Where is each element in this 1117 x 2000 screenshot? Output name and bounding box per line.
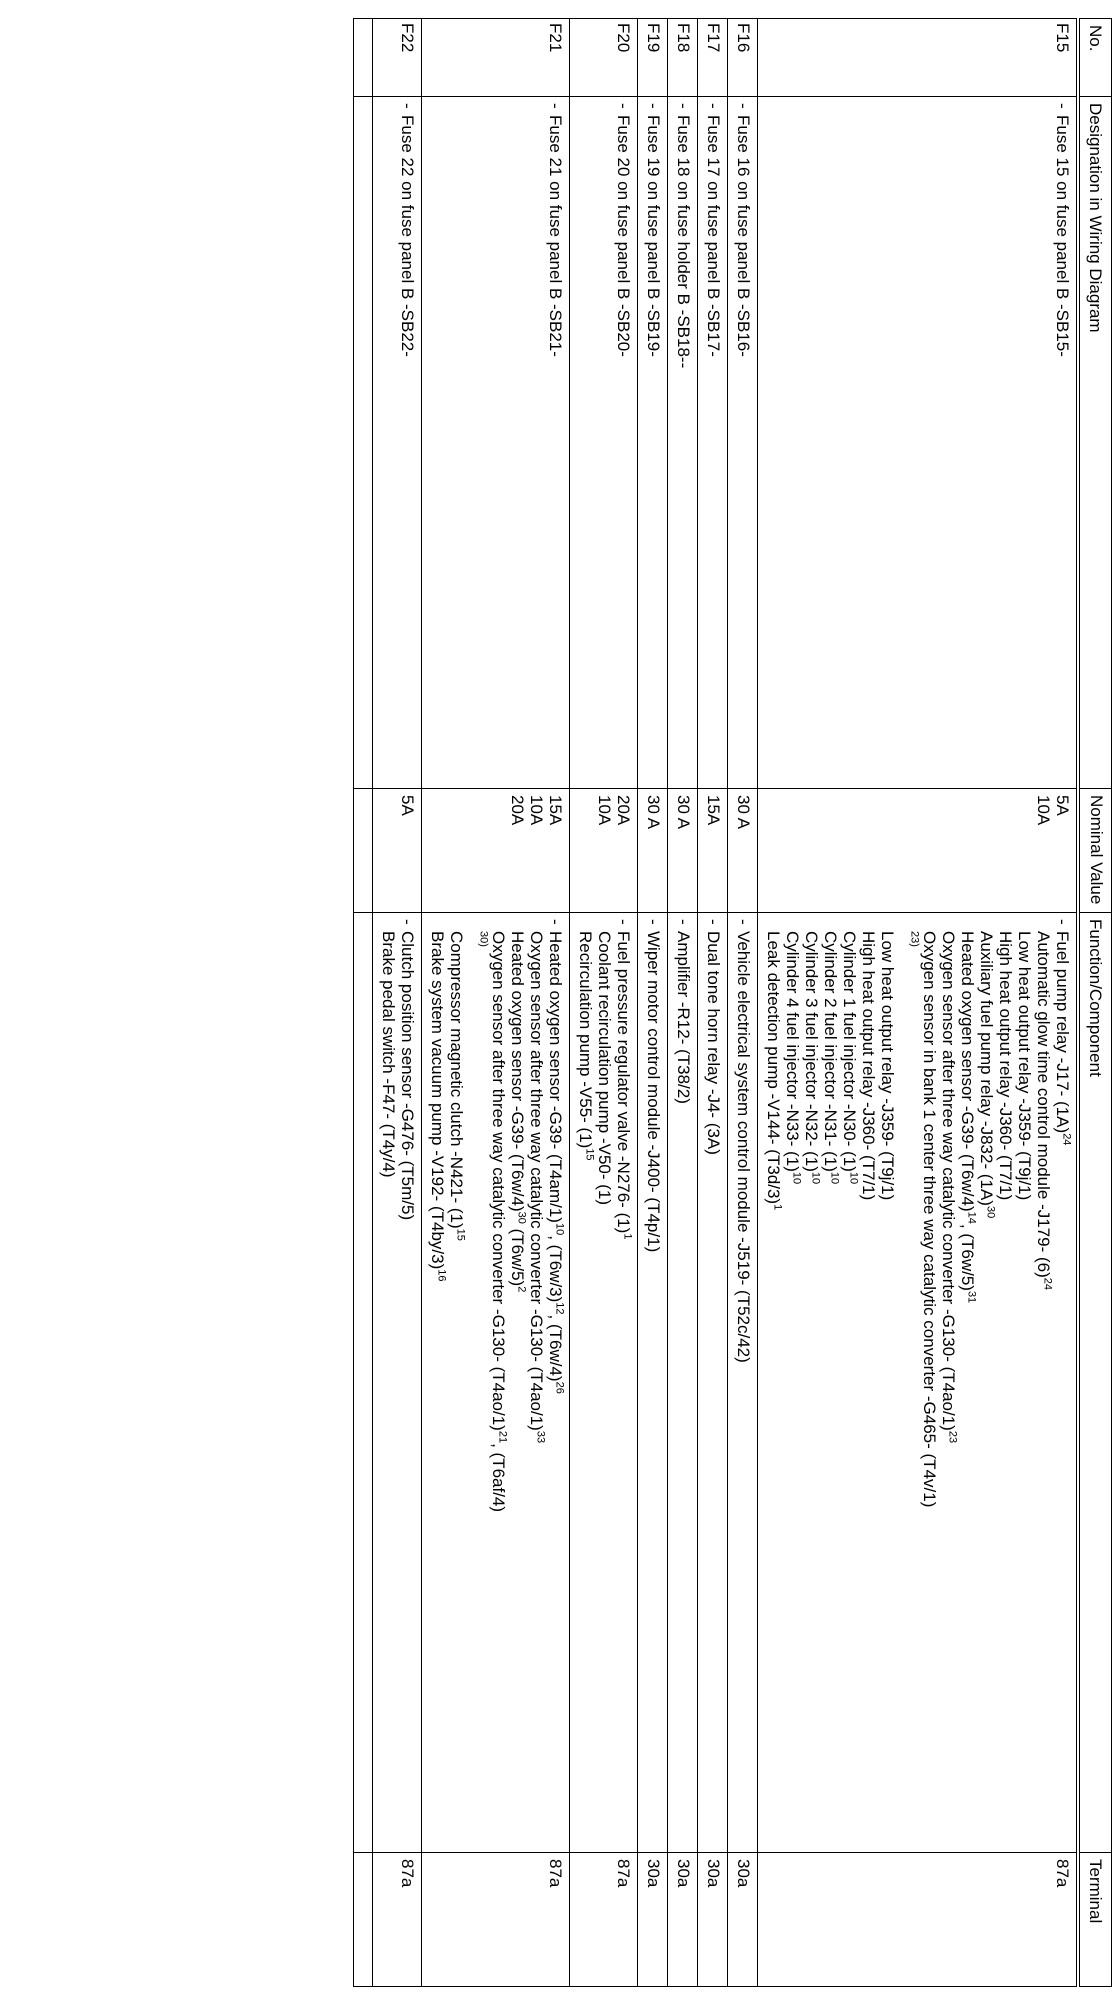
function-line: [447, 919, 466, 1846]
footnote-ref: 10: [809, 1171, 822, 1185]
footnote-ref: 1: [621, 1233, 634, 1240]
designation-cell: [422, 97, 570, 789]
function-text: Heated oxygen sensor -G39- (T6w/4): [508, 931, 527, 1212]
terminal-cell: [638, 1853, 668, 1987]
footnote-ref: 23): [908, 931, 921, 947]
function-text: High heat output relay -J360- (T7/1): [996, 931, 1015, 1201]
function-text: Cylinder 4 fuel injector -N33- (1): [783, 931, 802, 1172]
fuse-number-cell: [570, 19, 638, 97]
fuse-number: F22: [398, 23, 417, 53]
fuse-number-cell: [422, 19, 570, 97]
function-text: Auxiliary fuel pump relay -J832- (1A): [977, 931, 996, 1206]
terminal-cell: [698, 1853, 728, 1987]
function-line: [821, 919, 840, 1846]
fuse-number-cell: [758, 19, 1079, 97]
function-text: Low heat output relay -J359- (T9j/1): [878, 931, 897, 1201]
function-text: Automatic glow time control module -J179- (6): [1034, 931, 1053, 1278]
footnote-ref: 15: [454, 1228, 467, 1241]
footnote-ref: 10: [553, 1222, 566, 1236]
function-line: [546, 919, 565, 1846]
nominal-value: 30 A: [644, 795, 663, 830]
dash-marker: -: [704, 103, 723, 109]
designation-text: Fuse 17 on fuse panel B -SB17-: [704, 115, 723, 357]
designation-text: Fuse 18 on fuse holder B -SB18--: [674, 115, 693, 369]
line-gap: [897, 919, 901, 1846]
fuse-number: F16: [734, 23, 753, 53]
dash-marker: -: [398, 103, 417, 109]
nominal-value-cell: [668, 789, 698, 913]
terminal-cell: [758, 1853, 1079, 1987]
terminal-value: 30a: [644, 1859, 663, 1888]
function-line: [1053, 919, 1072, 1846]
function-text: Dual tone horn relay -J4- (3A): [704, 931, 723, 1155]
nominal-value: 5A: [398, 795, 417, 816]
dash-marker: -: [398, 919, 417, 925]
table-row: [728, 19, 758, 1987]
function-text: Cylinder 3 fuel injector -N32- (1): [802, 931, 821, 1172]
function-cell: [422, 913, 570, 1853]
designation-text: Fuse 21 on fuse panel B -SB21-: [546, 115, 565, 357]
terminal-cell: [668, 1853, 698, 1987]
fuse-number: F18: [674, 23, 693, 53]
table-row: [638, 19, 668, 1987]
fuse-number: F21: [546, 23, 565, 53]
footnote-ref: 30: [515, 1211, 528, 1224]
function-text: Fuel pressure regulator valve -N276- (1): [614, 931, 633, 1234]
designation-cell: [758, 97, 1079, 789]
footnote-ref: 1: [771, 1204, 784, 1211]
empty-cell: [354, 19, 373, 97]
function-line: [470, 919, 489, 1846]
fuse-number: F19: [644, 23, 663, 53]
terminal-value: 87a: [1053, 1859, 1072, 1888]
function-line: [704, 919, 723, 1846]
footnote-ref: 31: [965, 1290, 978, 1304]
nominal-value-cell: [422, 789, 570, 913]
function-text: Oxygen sensor after three way catalytic converter -G130- (T4ao/1): [489, 931, 508, 1431]
table-row: [698, 19, 728, 1987]
designation-cell: [728, 97, 758, 789]
dash-marker: -: [644, 103, 663, 109]
footnote-ref: 24: [1041, 1277, 1054, 1290]
function-line: [674, 919, 693, 1846]
nominal-value: 15A: [704, 795, 723, 826]
function-cell: [668, 913, 698, 1853]
terminal-cell: [570, 1853, 638, 1987]
fuse-number-cell: [668, 19, 698, 97]
dash-marker: -: [734, 103, 753, 109]
footnote-ref: 2: [515, 1286, 528, 1293]
nominal-value-cell: [698, 789, 728, 913]
function-text: , (T6w/3): [546, 1235, 565, 1303]
header-function: Function/Component: [1078, 913, 1112, 1853]
terminal-cell: [422, 1853, 570, 1987]
footnote-ref: 12: [553, 1302, 566, 1315]
terminal-value: 30a: [734, 1859, 753, 1888]
function-text: Low heat output relay -J359- (T9j/1): [1015, 931, 1034, 1201]
nominal-value: 20A: [614, 795, 633, 826]
terminal-cell: [373, 1853, 422, 1987]
function-line: [527, 919, 546, 1846]
function-line: [901, 919, 920, 1846]
fuse-number-cell: [728, 19, 758, 97]
function-line: [595, 919, 614, 1846]
dash-marker: -: [1053, 103, 1072, 109]
function-line: [614, 919, 633, 1846]
table-row: [373, 19, 422, 1987]
function-text: Compressor magnetic clutch -N421- (1): [447, 931, 466, 1229]
header-designation: Designation in Wiring Diagram: [1078, 97, 1112, 789]
function-line: [859, 919, 878, 1846]
nominal-value: 20A: [508, 795, 527, 826]
designation-text: Fuse 15 on fuse panel B -SB15-: [1053, 115, 1072, 357]
empty-cell: [354, 913, 373, 1853]
table-row: [758, 19, 1079, 1987]
terminal-value: 87a: [546, 1859, 565, 1888]
nominal-value: 10A: [595, 795, 614, 826]
dash-marker: -: [614, 919, 633, 925]
function-text: , (T6w/4): [546, 1314, 565, 1382]
nominal-value-cell: [638, 789, 668, 913]
table-row-empty: [354, 19, 373, 1987]
function-line: [379, 919, 398, 1846]
function-text: Wiper motor control module -J400- (T4p/1): [644, 931, 663, 1253]
table-row: [422, 19, 570, 1987]
footnote-ref: 26: [553, 1381, 566, 1394]
terminal-value: 87a: [614, 1859, 633, 1888]
function-text: (T6w/5): [508, 1223, 527, 1287]
footnote-ref: 10: [790, 1171, 803, 1185]
function-cell: [373, 913, 422, 1853]
designation-text: Fuse 19 on fuse panel B -SB19-: [644, 115, 663, 357]
function-text: High heat output relay -J360- (T7/1): [859, 931, 878, 1201]
function-text: Coolant recirculation pump -V50- (1): [595, 931, 614, 1206]
function-text: Brake pedal switch -F47- (T4y/4): [379, 931, 398, 1178]
function-line: [734, 919, 753, 1846]
footnote-ref: 24: [1060, 1133, 1073, 1146]
function-line: [802, 919, 821, 1846]
function-line: [764, 919, 783, 1846]
function-line: [939, 919, 958, 1846]
designation-text: Fuse 16 on fuse panel B -SB16-: [734, 115, 753, 357]
nominal-value-cell: [373, 789, 422, 913]
dash-marker: -: [1053, 919, 1072, 925]
fuse-table: [353, 18, 1112, 1987]
header-terminal: Terminal: [1078, 1853, 1112, 1987]
empty-cell: [354, 789, 373, 913]
function-cell: [758, 913, 1079, 1853]
function-line: [489, 919, 508, 1846]
nominal-value: 10A: [527, 795, 546, 826]
table-header-row: [1078, 19, 1112, 1987]
function-text: Vehicle electrical system control module -J519- (T52c/42): [734, 931, 753, 1363]
function-text: , (T6af/4): [489, 1443, 508, 1513]
function-line: [576, 919, 595, 1846]
header-nominal-value: Nominal Value: [1078, 789, 1112, 913]
function-line: [958, 919, 977, 1846]
dash-marker: -: [546, 103, 565, 109]
dash-marker: -: [614, 103, 633, 109]
footnote-ref: 14: [965, 1211, 978, 1224]
footnote-ref: 33: [534, 1430, 547, 1444]
fuse-number-cell: [373, 19, 422, 97]
function-text: Leak detection pump -V144- (T3d/3): [764, 931, 783, 1205]
nominal-value: 10A: [1034, 795, 1053, 826]
function-text: Oxygen sensor after three way catalytic converter -G130- (T4ao/1): [939, 931, 958, 1431]
fuse-number: F15: [1053, 23, 1072, 53]
function-text: Amplifier -R12- (T38/2): [674, 931, 693, 1104]
function-line: [878, 919, 897, 1846]
function-cell: [570, 913, 638, 1853]
footnote-ref: 10: [828, 1171, 841, 1185]
empty-cell: [354, 1853, 373, 1987]
function-text: Heated oxygen sensor -G39- (T4am/1): [546, 931, 565, 1223]
nominal-value: 30 A: [734, 795, 753, 830]
function-text: Fuel pump relay -J17- (1A): [1053, 931, 1072, 1134]
function-text: Cylinder 1 fuel injector -N30- (1): [840, 931, 859, 1172]
function-text: Oxygen sensor after three way catalytic converter -G130- (T4ao/1): [527, 931, 546, 1431]
footnote-ref: 23: [946, 1430, 959, 1444]
terminal-cell: [728, 1853, 758, 1987]
fuse-number: F20: [614, 23, 633, 53]
function-text: Recirculation pump -V55- (1): [576, 931, 595, 1149]
function-line: [508, 919, 527, 1846]
fuse-number: F17: [704, 23, 723, 53]
function-line: [783, 919, 802, 1846]
function-cell: [638, 913, 668, 1853]
function-cell: [698, 913, 728, 1853]
dash-marker: -: [546, 919, 565, 925]
function-line: [644, 919, 663, 1846]
function-line: [920, 919, 939, 1846]
function-line: [840, 919, 859, 1846]
designation-cell: [698, 97, 728, 789]
function-line: [428, 919, 447, 1846]
function-line: [1015, 919, 1034, 1846]
function-line: [398, 919, 417, 1846]
nominal-value-cell: [758, 789, 1079, 913]
designation-text: Fuse 20 on fuse panel B -SB20-: [614, 115, 633, 357]
footnote-ref: 30): [477, 931, 490, 947]
function-cell: [728, 913, 758, 1853]
table-row: [668, 19, 698, 1987]
fuse-number-cell: [698, 19, 728, 97]
terminal-value: 87a: [398, 1859, 417, 1888]
function-line: [996, 919, 1015, 1846]
dash-marker: -: [734, 919, 753, 925]
dash-marker: -: [674, 103, 693, 109]
nominal-value: 30 A: [674, 795, 693, 830]
nominal-value: 15A: [546, 795, 565, 826]
function-text: Oxygen sensor in bank 1 center three way catalytic converter -G465- (T4v/1): [920, 931, 939, 1508]
terminal-value: 30a: [704, 1859, 723, 1888]
function-text: Heated oxygen sensor -G39- (T6w/4): [958, 931, 977, 1212]
designation-cell: [373, 97, 422, 789]
dash-marker: -: [704, 919, 723, 925]
fuse-number-cell: [638, 19, 668, 97]
function-text: Cylinder 2 fuel injector -N31- (1): [821, 931, 840, 1172]
designation-cell: [668, 97, 698, 789]
function-line: [1034, 919, 1053, 1846]
function-text: Brake system vacuum pump -V192- (T4by/3): [428, 931, 447, 1270]
designation-cell: [638, 97, 668, 789]
function-text: , (T6w/5): [958, 1223, 977, 1291]
table-row: [570, 19, 638, 1987]
empty-cell: [354, 97, 373, 789]
terminal-value: 30a: [674, 1859, 693, 1888]
nominal-value: 5A: [1053, 795, 1072, 816]
footnote-ref: 16: [435, 1269, 448, 1282]
designation-cell: [570, 97, 638, 789]
header-no: No.: [1078, 19, 1112, 97]
dash-marker: -: [644, 919, 663, 925]
designation-text: Fuse 22 on fuse panel B -SB22-: [398, 115, 417, 357]
footnote-ref: 30: [984, 1205, 997, 1219]
function-text: Clutch position sensor -G476- (T5m/5): [398, 931, 417, 1221]
footnote-ref: 21: [496, 1430, 509, 1444]
table-body: [354, 19, 1079, 1987]
dash-marker: -: [674, 919, 693, 925]
nominal-value-cell: [570, 789, 638, 913]
nominal-value-cell: [728, 789, 758, 913]
line-gap: [466, 919, 470, 1846]
footnote-ref: 10: [847, 1171, 860, 1185]
footnote-ref: 15: [583, 1148, 596, 1161]
function-line: [977, 919, 996, 1846]
